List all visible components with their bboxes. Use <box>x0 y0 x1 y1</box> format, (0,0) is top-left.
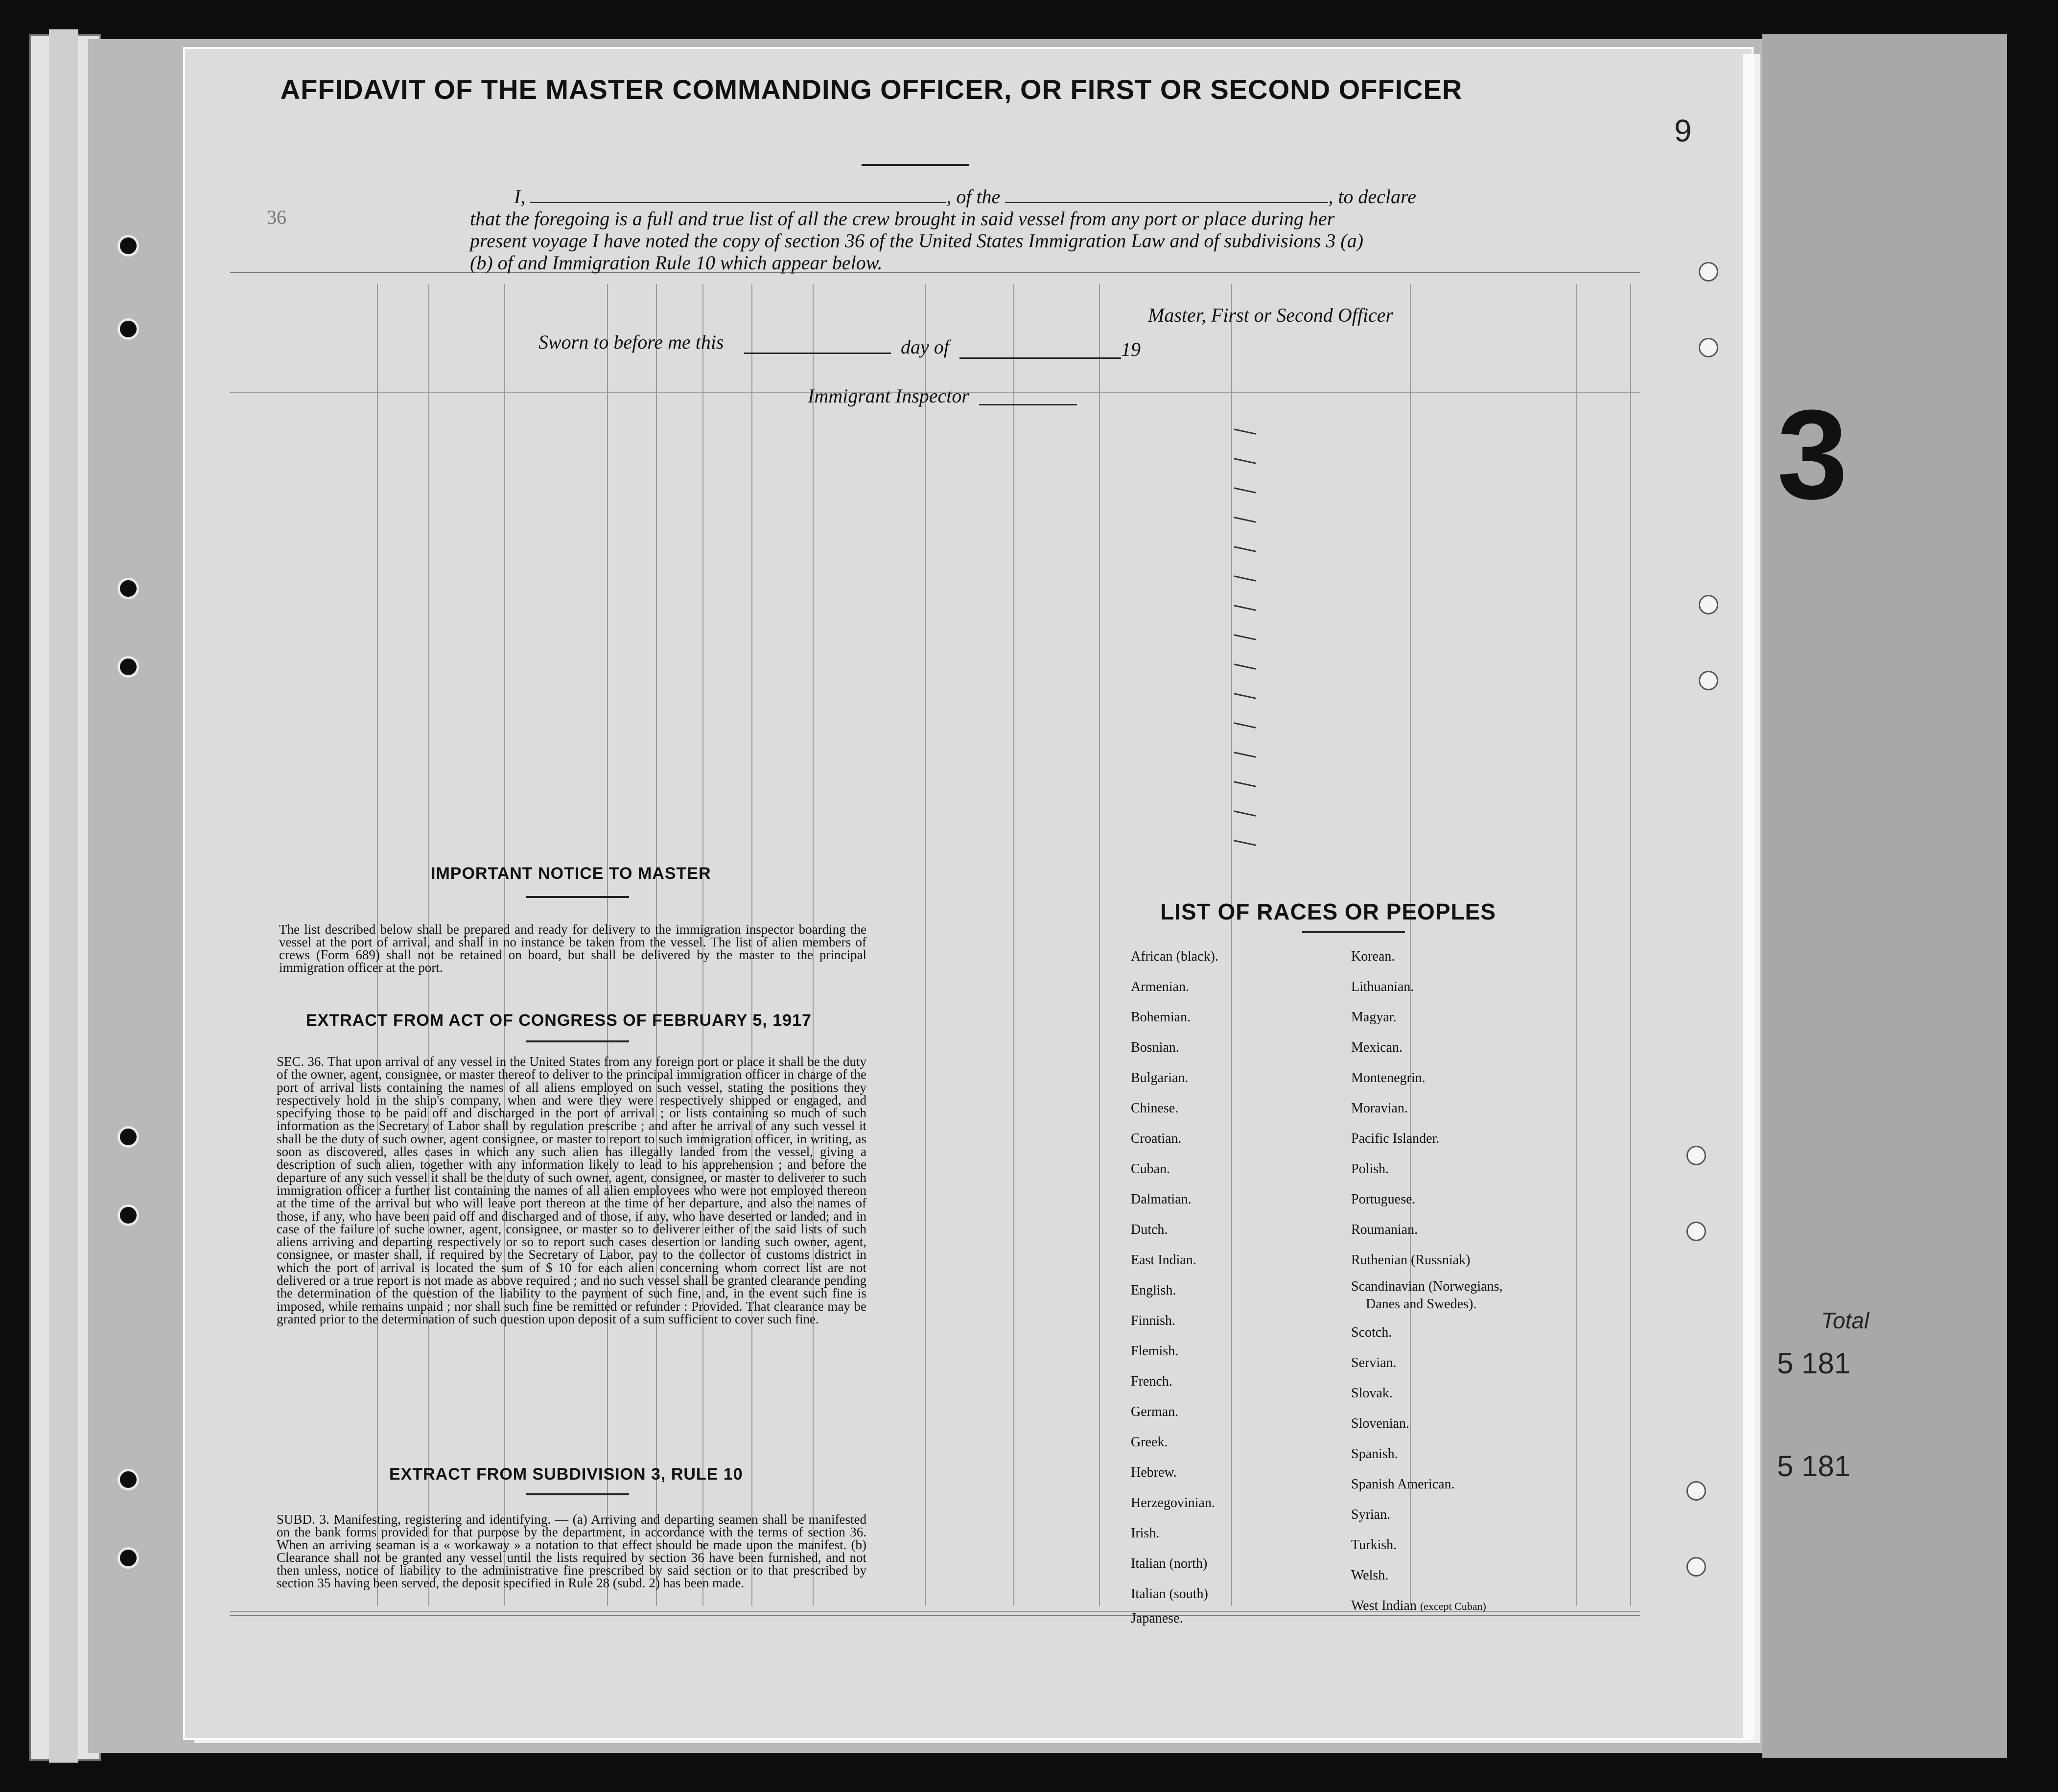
race-item: Welsh. <box>1351 1568 1389 1583</box>
race-item: Korean. <box>1351 949 1395 964</box>
sworn-day-blank <box>744 338 891 354</box>
margin-total-label: Total <box>1821 1308 1870 1333</box>
title-underline <box>862 164 969 166</box>
race-item: Japanese. <box>1131 1611 1183 1626</box>
table-column-rule <box>1630 284 1631 1606</box>
race-item: Magyar. <box>1351 1010 1397 1025</box>
year-label: 19 <box>1121 338 1141 360</box>
margin-digit: 3 <box>1777 384 1848 526</box>
sworn-label: Sworn to before me this <box>538 331 724 353</box>
race-item: Polish. <box>1351 1161 1389 1177</box>
race-item: English. <box>1131 1283 1176 1298</box>
act-rule <box>526 1040 629 1042</box>
races-rule <box>1302 931 1405 933</box>
day-of-label: day of <box>901 336 949 358</box>
inspector-label: Immigrant Inspector <box>808 385 969 407</box>
race-item: Ruthenian (Russniak) <box>1351 1252 1471 1268</box>
race-item: Spanish American. <box>1351 1477 1455 1492</box>
race-item: Hebrew. <box>1131 1465 1177 1480</box>
vessel-blank <box>1005 187 1328 203</box>
race-item: Syrian. <box>1351 1507 1391 1522</box>
race-item: Greek. <box>1131 1435 1168 1450</box>
race-item: African (black). <box>1131 949 1218 964</box>
race-item: Finnish. <box>1131 1313 1176 1328</box>
background-page-edge <box>49 29 78 1763</box>
affidavit-title: AFFIDAVIT OF THE MASTER COMMANDING OFFICER, OR FIRST OR SECOND OFFICER <box>280 74 1463 105</box>
race-item: Lithuanian. <box>1351 979 1414 994</box>
race-item: Flemish. <box>1131 1344 1179 1359</box>
table-column-rule <box>1231 284 1232 1606</box>
race-item-label: West Indian <box>1351 1598 1417 1613</box>
act-extract-title: EXTRACT FROM ACT OF CONGRESS OF FEBRUARY 5, 1917 <box>306 1011 812 1030</box>
paper-hole <box>1686 1146 1706 1165</box>
race-item: Slovenian. <box>1351 1416 1409 1431</box>
declaration-line-4: (b) of and Immigration Rule 10 which appear below. <box>470 252 883 274</box>
notice-title: IMPORTANT NOTICE TO MASTER <box>431 864 711 883</box>
declaration-line-1 <box>514 186 1416 208</box>
notice-rule <box>526 896 629 898</box>
background-page-right-strip <box>1762 34 2007 1758</box>
race-item: French. <box>1131 1374 1172 1389</box>
binder-hole <box>117 1547 139 1569</box>
master-signature-label: Master, First or Second Officer <box>1148 304 1394 326</box>
row-count-mark: 36 <box>267 206 286 228</box>
binder-hole <box>117 235 139 257</box>
race-item: Slovak. <box>1351 1386 1393 1401</box>
binder-hole <box>117 1126 139 1148</box>
race-item: Irish. <box>1131 1526 1160 1541</box>
race-item: Cuban. <box>1131 1161 1170 1177</box>
margin-total-1: 5 181 <box>1777 1347 1851 1380</box>
inspector-blank <box>979 389 1077 405</box>
paper-hole <box>1699 595 1718 614</box>
paper-hole <box>1699 671 1718 690</box>
paper-hole <box>1699 338 1718 357</box>
binder-hole <box>117 656 139 678</box>
declaration-of-the: , of the <box>946 186 1001 208</box>
race-item: Pacific Islander. <box>1351 1131 1440 1146</box>
race-item: Servian. <box>1351 1355 1397 1370</box>
rule-extract-text: SUBD. 3. Manifesting, registering and identifying. — (a) Arriving and departing seamen shall be manifested on the bank forms provided for that purpose by the department, in accordance with the terms of section 36. When an arriving seaman is a « workaway » a notation to that effect should be made upon the manifest. (b) Clearance shall not be granted any vessel until the lists required by section 36 have been furnished, and not then unless, notice of liability to the administrative fine prescribed by said section or to that prescribed by section 35 having been served, the deposit specified in Rule 28 (subd. 2) has been made. <box>277 1512 866 1590</box>
race-item: Scandinavian (Norwegians, <box>1351 1279 1503 1294</box>
race-item: Montenegrin. <box>1351 1070 1426 1085</box>
paper-hole <box>1686 1557 1706 1577</box>
race-item <box>1351 1598 1486 1614</box>
declaration-line-3: present voyage I have noted the copy of section 36 of the United States Immigration Law and of subdivisions 3 (a) <box>470 230 1363 252</box>
race-item: Danes and Swedes). <box>1366 1297 1477 1312</box>
binder-hole <box>117 578 139 599</box>
race-item: Bulgarian. <box>1131 1070 1189 1085</box>
race-item: Armenian. <box>1131 979 1189 994</box>
table-column-rule <box>1576 284 1577 1606</box>
declaration-line-2: that the foregoing is a full and true list of all the crew brought in said vessel from any port or place during her <box>470 208 1335 230</box>
name-blank <box>530 187 946 203</box>
race-item-suffix: (except Cuban) <box>1420 1600 1486 1612</box>
race-item: Spanish. <box>1351 1446 1398 1462</box>
table-column-rule <box>1099 284 1100 1606</box>
race-item: East Indian. <box>1131 1252 1196 1268</box>
page-edge <box>1743 54 1754 1738</box>
month-blank <box>959 343 1121 359</box>
table-column-rule <box>1013 284 1014 1606</box>
race-item: Scotch. <box>1351 1325 1392 1340</box>
margin-total-2: 5 181 <box>1777 1450 1851 1483</box>
races-title: LIST OF RACES OR PEOPLES <box>1160 899 1496 924</box>
race-item: Turkish. <box>1351 1537 1397 1553</box>
race-item: Dutch. <box>1131 1222 1168 1237</box>
race-item: Herzegovinian. <box>1131 1495 1215 1510</box>
rule-extract-title: EXTRACT FROM SUBDIVISION 3, RULE 10 <box>389 1465 743 1484</box>
race-item: Roumanian. <box>1351 1222 1418 1237</box>
page-number: 9 <box>1674 113 1692 148</box>
race-item: Italian (north) <box>1131 1556 1208 1571</box>
race-item: Dalmatian. <box>1131 1192 1192 1207</box>
race-item: Bosnian. <box>1131 1040 1179 1055</box>
declaration-i: I, <box>514 186 526 208</box>
rule-rule <box>526 1493 629 1495</box>
table-column-rule <box>1410 284 1411 1606</box>
paper-hole <box>1686 1481 1706 1501</box>
race-item: German. <box>1131 1404 1179 1419</box>
race-item: Moravian. <box>1351 1101 1408 1116</box>
paper-hole <box>1699 262 1718 282</box>
race-item: Italian (south) <box>1131 1586 1208 1602</box>
table-column-rule <box>925 284 926 1606</box>
paper-hole <box>1686 1222 1706 1241</box>
binder-hole <box>117 318 139 340</box>
binder-hole <box>117 1469 139 1490</box>
race-item: Chinese. <box>1131 1101 1179 1116</box>
race-item: Mexican. <box>1351 1040 1403 1055</box>
act-extract-text: SEC. 36. That upon arrival of any vessel in the United States from any foreign port or place it shall be the duty of the owner, agent, consignee, or master thereof to deliver to the principal immigration officer in charge of the port of arrival lists containing the names of all aliens employed on such vessel, stating the positions they respectively hold in the ship's company, when and were they were respectively shipped or engaged, and specifying those to be paid off and discharged in the port of arrival ; or lists containing so much of such information as the Secretary of Labor shall by regulation prescribe ; and after he arrival of any such vessel it shall be the duty of such owner, agent consignee, or master to report to such immigration officer, in writing, as soon as discovered, alles cases in which any such alien has illegally landed from the vessel, giving a description of such alien, together with any information likely to lead to his apprehension ; and before the departure of any such vessel it shall be the duty of such owner, agent, consignee, or master to deliverer to such immigration officer a further list containing the names of all alien employees who were not employed thereon at the time of the arrival but who will leave port thereon at the time of her departure, and also the names of those, if any, who have been paid off and discharged and of those, if any, who have deserted or landed; and in case of the failure of suche owner, agent, consignee, or master so to deliverer either of the said lists of such aliens arriving and departing respectively or so to report such cases desertion or landing such owner, agent, consignee, or master shall, if required by the Secretary of Labor, pay to the collector of customs district in which the port of arrival is located the sum of $ 10 for each alien concerning whom correct list are not delivered or a true report is not made as above required ; and no such vessel shall be granted clearance pending the determination of the question of the liability to the payment of such fine, and, in the event such fine is imposed, while remains unpaid ; nor shall such fine be remitted or refunder : Provided. That clearance may be granted prior to the determination of such question upon deposit of a sum sufficient to cover such fine. <box>277 1054 866 1326</box>
notice-text: The list described below shall be prepared and ready for delivery to the immigration inspector boarding the vessel at the port of arrival, and shall in no instance be taken from the vessel. The list of alien members of crews (Form 689) shall not be retained on board, but shall be delivered by the master to the principal immigration officer at the port. <box>279 922 866 975</box>
declaration-to-declare: , to declare <box>1328 186 1416 208</box>
race-item: Bohemian. <box>1131 1010 1191 1025</box>
race-item: Portuguese. <box>1351 1192 1416 1207</box>
race-item: Croatian. <box>1131 1131 1182 1146</box>
binder-hole <box>117 1204 139 1226</box>
